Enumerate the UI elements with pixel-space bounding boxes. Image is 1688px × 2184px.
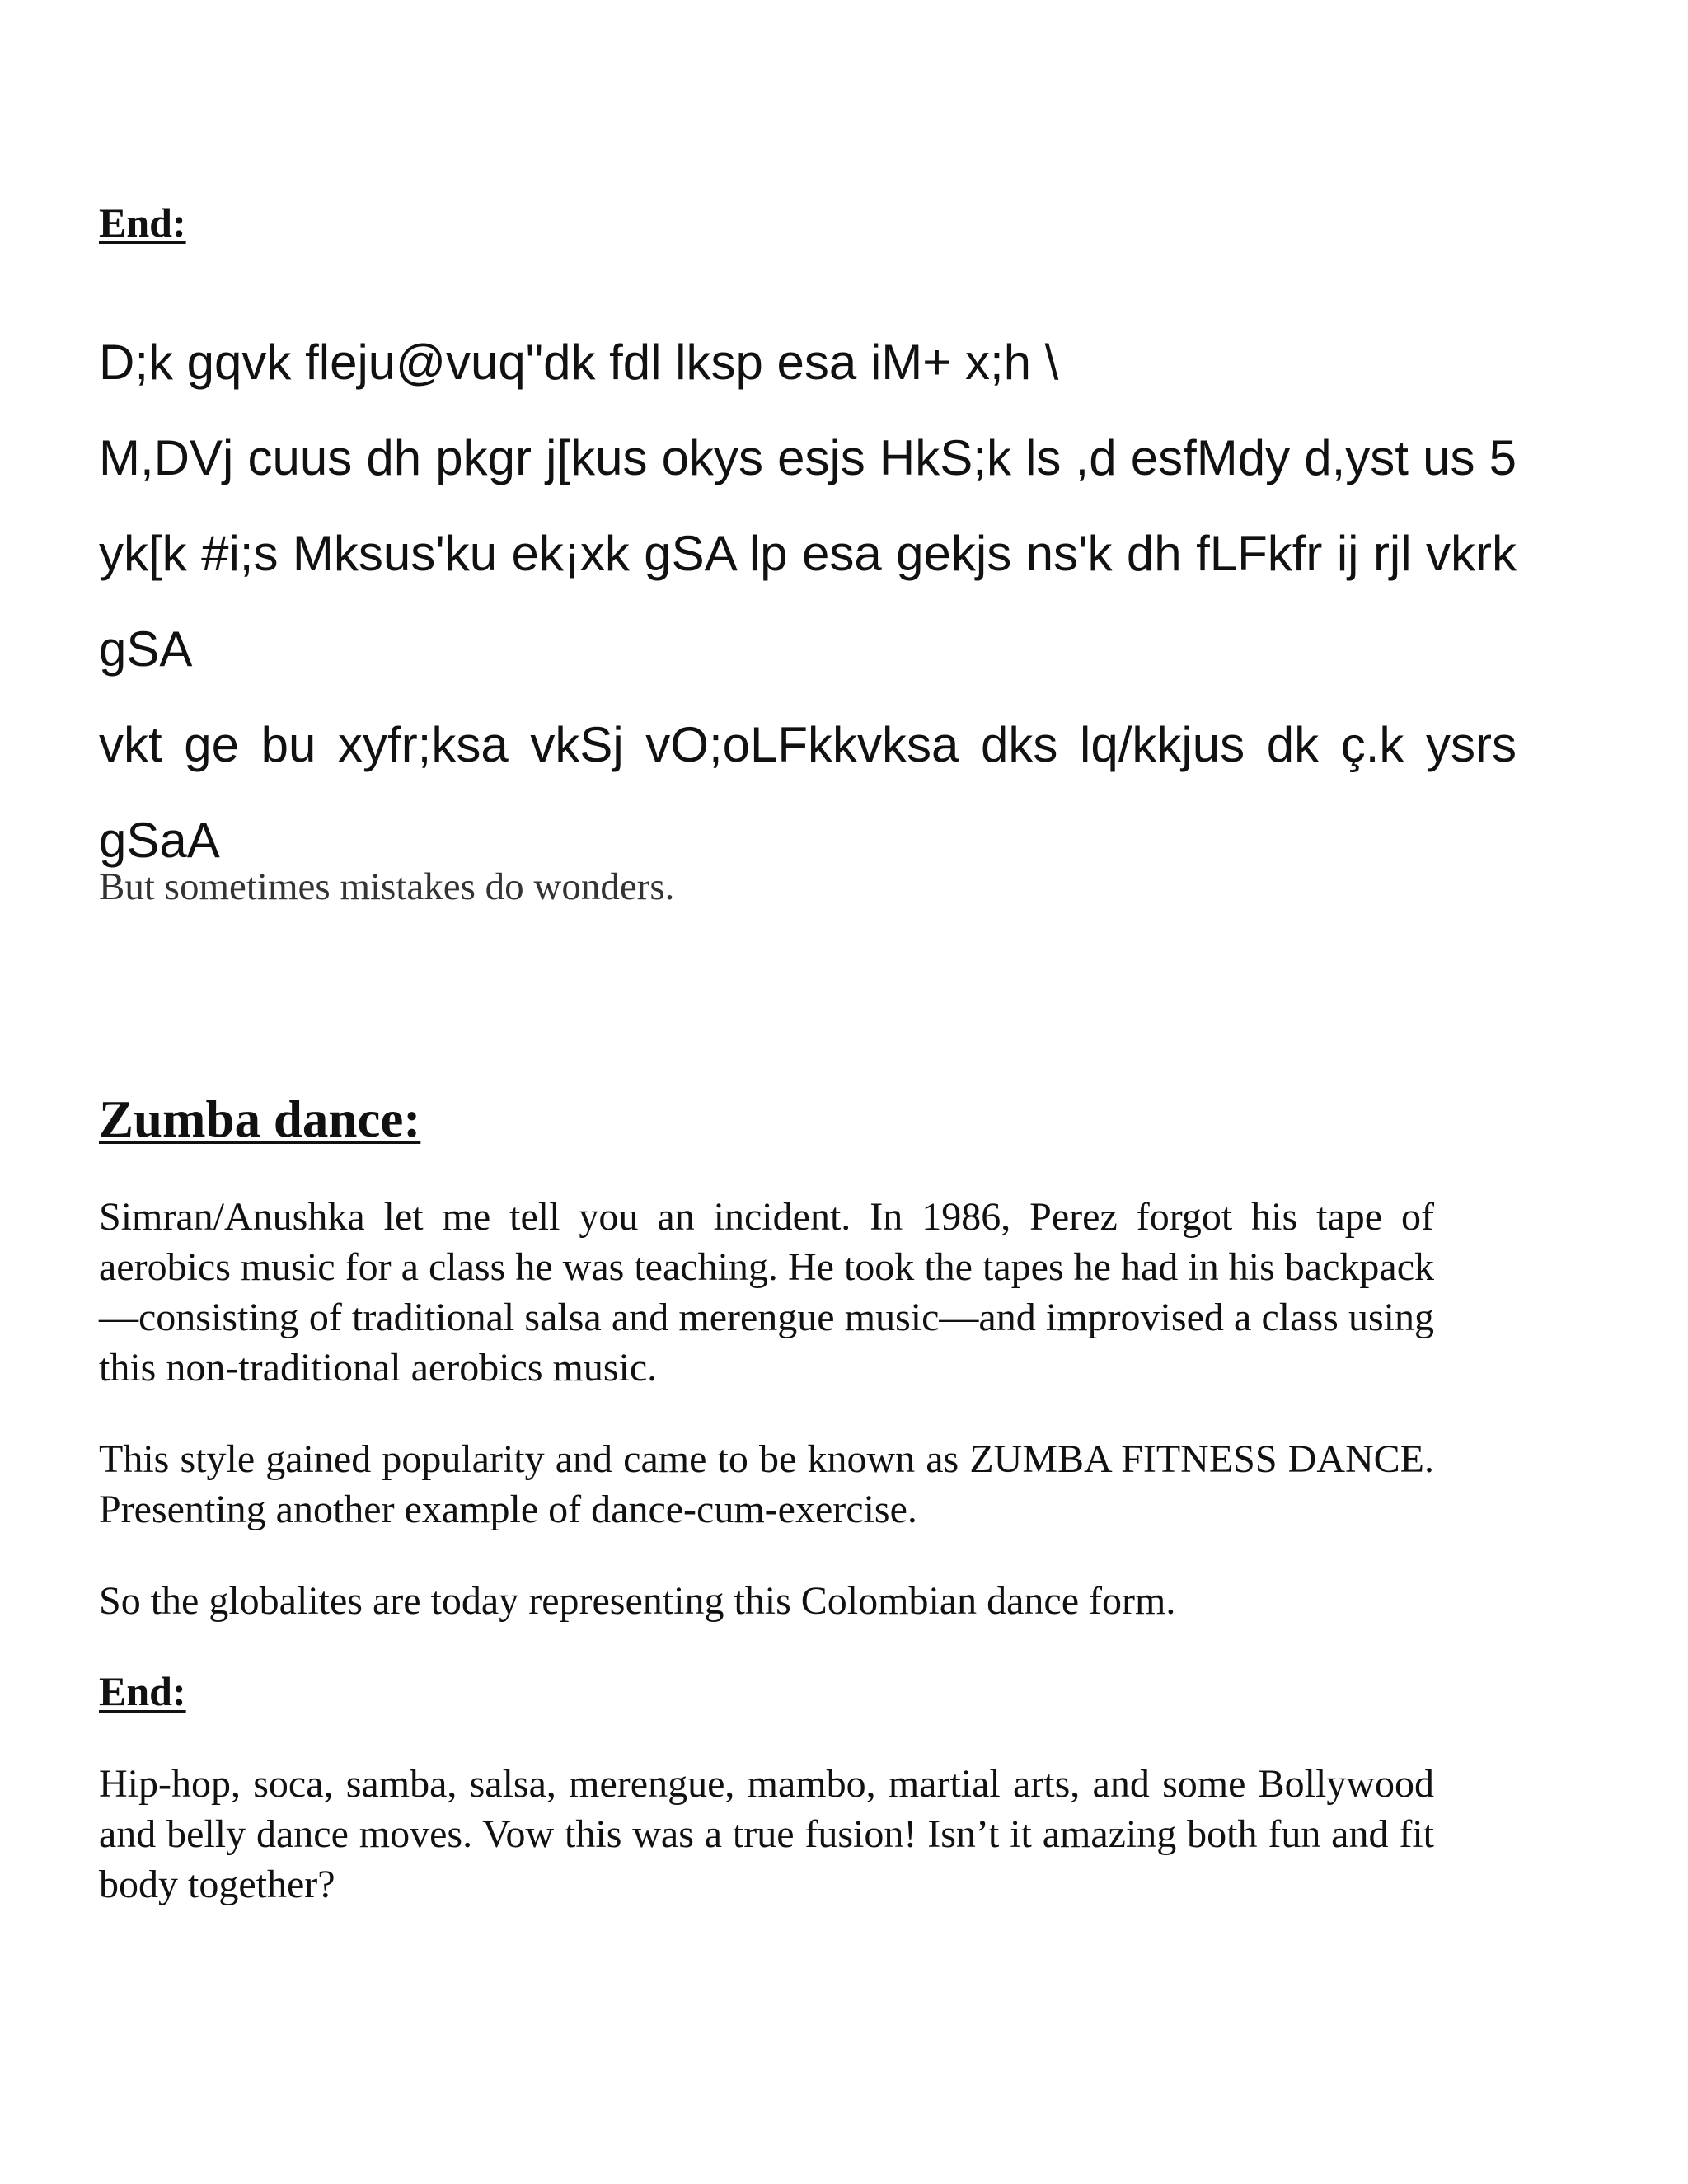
section-heading-zumba: Zumba dance: xyxy=(99,1090,421,1148)
section-heading-end: End: xyxy=(99,199,186,246)
english-line: But sometimes mistakes do wonders. xyxy=(99,865,675,908)
paragraph-fusion: Hip-hop, soca, samba, salsa, merengue, mambo, martial arts, and some Bollywood and belly dance moves. Vow this was a true fusion! Isn’t it amazing both fun and fit body together? xyxy=(99,1762,1434,1906)
hindi-text-block xyxy=(99,315,1517,888)
paragraph-incident: Simran/Anushka let me tell you an incident. In 1986, Perez forgot his tape of aerobics music for a class he was teaching. He took the tapes he had in his backpack—consisting of traditional salsa and merengue music—and improvised a class using this non-traditional aerobics music. xyxy=(99,1195,1434,1390)
hindi-paragraph: vkt ge bu xyfr;ksa vkSj vO;oLFkkvksa dks lq/kkjus dk ç.k ysrs gSaA xyxy=(99,717,1517,868)
hindi-paragraph: M,DVj cuus dh pkgr j[kus okys esjs HkS;k ls ,d esfMdy d,yst us 5 yk[k #i;s Mksus'ku ek¡xk gSA lp esa gekjs ns'k dh fLFkfr ij rjl vkrk gSA xyxy=(99,430,1517,677)
paragraph-popularity: This style gained popularity and came to be known as ZUMBA FITNESS DANCE. Presenting another example of dance-cum-exercise. xyxy=(99,1437,1434,1531)
hindi-paragraph: D;k gqvk fleju@vuq"dk fdl lksp esa iM+ x;h \ xyxy=(99,335,1059,390)
paragraph-globalites: So the globalites are today representing this Colombian dance form. xyxy=(99,1579,1176,1623)
section-heading-end-2: End: xyxy=(99,1668,186,1714)
